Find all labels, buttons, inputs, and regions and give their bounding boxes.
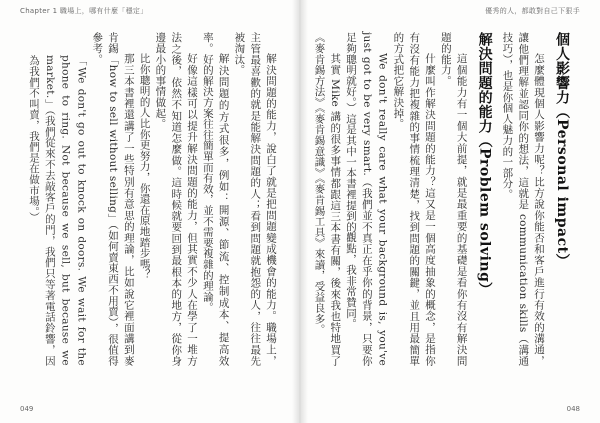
body-paragraph: 這個能力有一個大前提，就是最重要的基礎是看你有沒有解決問題的能力。 [439,32,468,366]
book-gutter-shadow [292,0,308,423]
body-paragraph: We don't really care what your background is, you've just got to be very smart.（我們並不真正在乎你的背景，只要你足夠聰明就好。）這是其中一本書裡提到的觀點，我非常贊同。 [345,32,389,366]
body-paragraph: 解決問題的方式很多，例如：開源、節流、控制成本、提高效率。好的解決方案往往簡單而有效，並不需要複雜的理論。 [201,32,230,366]
body-paragraph: 什麼叫作解決問題的能力？這又是一個高度抽象的概念，是指你有沒有能力把複雜的事情梳理清楚，找到問題的關鍵，並且用最簡單的方式把它解決掉。 [392,32,437,366]
right-text-block [313,32,576,366]
section-heading-problem-solving: 解決問題的能力（Problem solving） [476,32,493,297]
page-number-right: 048 [566,405,580,413]
body-paragraph: 解決問題的能力，說白了就是把問題變成機會的能力。職場上，主管最喜歡的就是能解決問題的人；看到問題就抱怨的人，往往最先被淘汰。 [233,32,277,366]
body-paragraph: 好像這樣可以提升解決問題的能力，但其實不少人在學了一堆方法之後，依然不知道怎麼做。這時候就要回到最根本的地方，從你身邊最小的事情做起。 [154,32,199,366]
quote-paragraph: 「We don't go out to knock on doors. We wait for the phone to ring. Not because we sell, but because we market.」（我們從來不去敲客戶的門，我們只等著電話鈴響，因為我們不叫賣，我們是在做市場。） [28,55,88,366]
page-number-left: 049 [20,405,34,413]
running-header-right: 優秀的人，都敢對自己下狠手 [485,7,580,15]
body-paragraph: 那三本書裡還講了一些特別有意思的理論，比如說它裡面講到麥肯錫「how to sell without selling」（如何賣東西不用賣），很值得參考。 [91,32,135,366]
body-paragraph: 比你聰明的人比你更努力，你還在原地踏步嗎？ [138,53,151,280]
running-header-left: Chapter 1 職場上，哪有什麼「穩定」 [20,7,148,15]
body-paragraph: 其實 Mike 講的很多事情都跟這三本書有關，後來我也特地買了《麥肯錫方法》《麥肯錫意識》《麥肯錫工具》來讀，受益良多。 [313,32,342,366]
right-page [300,0,600,423]
left-text-block [16,32,278,366]
section-heading-personal-impact: 個人影響力（Personal impact） [554,32,570,269]
body-paragraph: 怎麼體現個人影響力呢？比方說你能否和客戶進行有效的溝通，讓他們理解並認同你的想法，這就是 communication skills（溝通技巧），也是你個人魅力的一部分。 [501,32,545,366]
